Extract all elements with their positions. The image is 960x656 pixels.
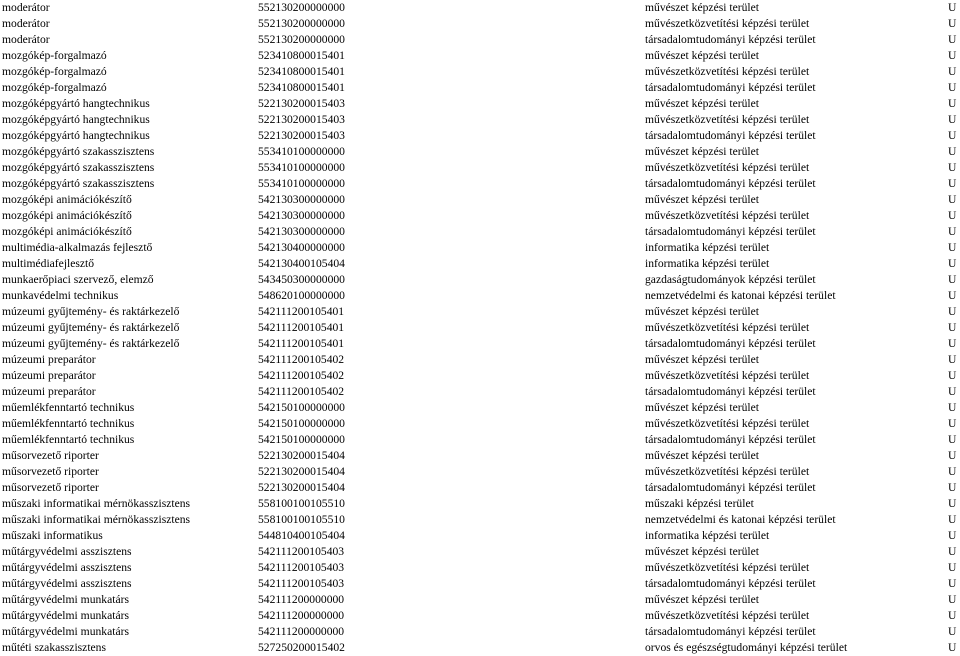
qualification-name-cell: műtárgyvédelmi munkatárs: [2, 625, 129, 638]
qualification-code-cell: 523410800015401: [258, 49, 345, 62]
qualification-code-cell: 558100100105510: [258, 497, 345, 510]
status-flag-cell: U: [948, 33, 957, 46]
training-area-cell: művészetközvetítési képzési terület: [645, 561, 810, 574]
qualification-code-cell: 552130200000000: [258, 33, 345, 46]
table-row: [0, 432, 960, 448]
status-flag-cell: U: [948, 385, 957, 398]
status-flag-cell: U: [948, 241, 957, 254]
qualification-code-cell: 522130200015403: [258, 97, 345, 110]
table-row: [0, 384, 960, 400]
qualification-name-cell: moderátor: [2, 1, 50, 14]
qualification-name-cell: műemlékfenntartó technikus: [2, 401, 135, 414]
qualification-code-cell: 523410800015401: [258, 81, 345, 94]
training-area-cell: informatika képzési terület: [645, 529, 770, 542]
qualification-name-cell: műszaki informatikus: [2, 529, 103, 542]
training-area-cell: művészetközvetítési képzési terület: [645, 161, 810, 174]
status-flag-cell: U: [948, 449, 957, 462]
training-area-cell: informatika képzési terület: [645, 241, 770, 254]
training-area-cell: művészet képzési terület: [645, 353, 759, 366]
training-area-cell: társadalomtudományi képzési terület: [645, 577, 816, 590]
training-area-cell: művészetközvetítési képzési terület: [645, 65, 810, 78]
status-flag-cell: U: [948, 625, 957, 638]
status-flag-cell: U: [948, 1, 957, 14]
table-row: [0, 320, 960, 336]
status-flag-cell: U: [948, 49, 957, 62]
status-flag-cell: U: [948, 161, 957, 174]
training-area-cell: művészet képzési terület: [645, 49, 759, 62]
training-area-cell: nemzetvédelmi és katonai képzési terület: [645, 513, 836, 526]
status-flag-cell: U: [948, 129, 957, 142]
status-flag-cell: U: [948, 193, 957, 206]
qualification-code-cell: 542111200105401: [258, 305, 345, 318]
qualification-name-cell: moderátor: [2, 33, 50, 46]
training-area-cell: társadalomtudományi képzési terület: [645, 129, 816, 142]
table-row: [0, 16, 960, 32]
status-flag-cell: U: [948, 433, 957, 446]
table-row: [0, 592, 960, 608]
qualification-name-cell: mozgókép-forgalmazó: [2, 49, 107, 62]
status-flag-cell: U: [948, 177, 957, 190]
table-row: [0, 336, 960, 352]
training-area-cell: művészet képzési terület: [645, 145, 759, 158]
qualification-name-cell: mozgókép-forgalmazó: [2, 65, 107, 78]
training-area-cell: művészetközvetítési képzési terület: [645, 417, 810, 430]
status-flag-cell: U: [948, 321, 957, 334]
table-row: [0, 496, 960, 512]
table-row: [0, 480, 960, 496]
training-area-cell: művészet képzési terület: [645, 97, 759, 110]
status-flag-cell: U: [948, 561, 957, 574]
table-row: [0, 512, 960, 528]
table-row: [0, 640, 960, 656]
training-area-cell: informatika képzési terület: [645, 257, 770, 270]
qualification-name-cell: műtéti szakasszisztens: [2, 641, 106, 654]
qualification-name-cell: műsorvezető riporter: [2, 465, 99, 478]
table-row: [0, 0, 960, 16]
qualification-name-cell: műsorvezető riporter: [2, 481, 99, 494]
qualification-name-cell: mozgóképgyártó szakasszisztens: [2, 177, 155, 190]
table-row: [0, 288, 960, 304]
qualification-code-cell: 553410100000000: [258, 145, 345, 158]
training-area-cell: nemzetvédelmi és katonai képzési terület: [645, 289, 836, 302]
training-area-cell: társadalomtudományi képzési terület: [645, 625, 816, 638]
qualification-code-cell: 542111200105402: [258, 353, 345, 366]
table-row: [0, 272, 960, 288]
qualification-name-cell: műtárgyvédelmi asszisztens: [2, 545, 132, 558]
qualification-name-cell: műtárgyvédelmi asszisztens: [2, 577, 132, 590]
qualification-code-cell: 522130200015403: [258, 129, 345, 142]
table-row: [0, 352, 960, 368]
qualification-code-cell: 543450300000000: [258, 273, 345, 286]
qualification-name-cell: múzeumi preparátor: [2, 385, 96, 398]
qualification-name-cell: mozgóképgyártó hangtechnikus: [2, 97, 150, 110]
qualification-code-cell: 558100100105510: [258, 513, 345, 526]
qualification-code-cell: 542130300000000: [258, 209, 345, 222]
status-flag-cell: U: [948, 209, 957, 222]
qualification-name-cell: műtárgyvédelmi munkatárs: [2, 609, 129, 622]
status-flag-cell: U: [948, 577, 957, 590]
training-area-cell: társadalomtudományi képzési terület: [645, 33, 816, 46]
status-flag-cell: U: [948, 273, 957, 286]
table-row: [0, 400, 960, 416]
qualification-name-cell: mozgóképi animációkészítő: [2, 193, 132, 206]
status-flag-cell: U: [948, 353, 957, 366]
table-row: [0, 240, 960, 256]
training-area-cell: művészetközvetítési képzési terület: [645, 113, 810, 126]
table-row: [0, 624, 960, 640]
table-row: [0, 448, 960, 464]
qualification-name-cell: műszaki informatikai mérnökasszisztens: [2, 497, 191, 510]
qualification-name-cell: múzeumi gyűjtemény- és raktárkezelő: [2, 337, 180, 350]
table-row: [0, 32, 960, 48]
qualification-name-cell: mozgóképi animációkészítő: [2, 225, 132, 238]
qualification-code-cell: 542111200105401: [258, 321, 345, 334]
qualification-name-cell: mozgóképgyártó hangtechnikus: [2, 129, 150, 142]
qualification-name-cell: műtárgyvédelmi asszisztens: [2, 561, 132, 574]
qualification-code-cell: 542150100000000: [258, 401, 345, 414]
qualification-code-cell: 522130200015404: [258, 449, 345, 462]
table-row: [0, 256, 960, 272]
status-flag-cell: U: [948, 305, 957, 318]
qualification-name-cell: múzeumi preparátor: [2, 353, 96, 366]
training-area-cell: orvos és egészségtudományi képzési terület: [645, 641, 848, 654]
qualification-code-cell: 542111200105403: [258, 561, 345, 574]
status-flag-cell: U: [948, 481, 957, 494]
training-area-cell: műszaki képzési terület: [645, 497, 754, 510]
training-area-cell: társadalomtudományi képzési terület: [645, 385, 816, 398]
qualification-name-cell: munkaerőpiaci szervező, elemző: [2, 273, 154, 286]
training-area-cell: művészetközvetítési képzési terület: [645, 209, 810, 222]
training-area-cell: művészet képzési terület: [645, 1, 759, 14]
training-area-cell: művészet képzési terület: [645, 305, 759, 318]
qualification-name-cell: mozgóképi animációkészítő: [2, 209, 132, 222]
status-flag-cell: U: [948, 417, 957, 430]
table-row: [0, 208, 960, 224]
training-area-cell: művészetközvetítési képzési terület: [645, 17, 810, 30]
status-flag-cell: U: [948, 337, 957, 350]
training-area-cell: művészet képzési terület: [645, 401, 759, 414]
qualification-name-cell: multimédiafejlesztő: [2, 257, 95, 270]
qualification-code-cell: 542130400000000: [258, 241, 345, 254]
qualification-code-cell: 522130200015403: [258, 113, 345, 126]
qualification-code-cell: 542111200105403: [258, 545, 345, 558]
qualification-code-cell: 548620100000000: [258, 289, 345, 302]
status-flag-cell: U: [948, 401, 957, 414]
qualification-name-cell: műszaki informatikai mérnökasszisztens: [2, 513, 191, 526]
table-row: [0, 144, 960, 160]
qualification-code-cell: 522130200015404: [258, 465, 345, 478]
table-row: [0, 224, 960, 240]
qualification-name-cell: munkavédelmi technikus: [2, 289, 119, 302]
table-row: [0, 576, 960, 592]
qualification-name-cell: moderátor: [2, 17, 50, 30]
status-flag-cell: U: [948, 257, 957, 270]
status-flag-cell: U: [948, 225, 957, 238]
qualification-name-cell: mozgóképgyártó szakasszisztens: [2, 161, 155, 174]
qualification-code-cell: 542130300000000: [258, 225, 345, 238]
training-area-cell: gazdaságtudományok képzési terület: [645, 273, 816, 286]
status-flag-cell: U: [948, 369, 957, 382]
status-flag-cell: U: [948, 497, 957, 510]
qualification-code-cell: 542130400105404: [258, 257, 345, 270]
status-flag-cell: U: [948, 65, 957, 78]
status-flag-cell: U: [948, 17, 957, 30]
training-area-cell: társadalomtudományi képzési terület: [645, 337, 816, 350]
table-row: [0, 464, 960, 480]
table-row: [0, 176, 960, 192]
qualification-code-cell: 542111200105401: [258, 337, 345, 350]
qualification-code-cell: 542111200000000: [258, 625, 345, 638]
qualification-code-cell: 542111200105403: [258, 577, 345, 590]
table-row: [0, 560, 960, 576]
qualification-code-cell: 552130200000000: [258, 17, 345, 30]
table-row: [0, 112, 960, 128]
qualification-name-cell: múzeumi gyűjtemény- és raktárkezelő: [2, 321, 180, 334]
qualification-name-cell: műemlékfenntartó technikus: [2, 433, 135, 446]
status-flag-cell: U: [948, 513, 957, 526]
status-flag-cell: U: [948, 81, 957, 94]
table-row: [0, 48, 960, 64]
training-area-cell: művészet képzési terület: [645, 593, 759, 606]
qualification-code-cell: 542111200105402: [258, 369, 345, 382]
table-row: [0, 368, 960, 384]
qualification-code-cell: 542150100000000: [258, 433, 345, 446]
status-flag-cell: U: [948, 113, 957, 126]
training-area-cell: művészet képzési terület: [645, 545, 759, 558]
qualification-name-cell: műsorvezető riporter: [2, 449, 99, 462]
status-flag-cell: U: [948, 593, 957, 606]
qualification-name-cell: műemlékfenntartó technikus: [2, 417, 135, 430]
qualification-name-cell: mozgókép-forgalmazó: [2, 81, 107, 94]
training-area-cell: társadalomtudományi képzési terület: [645, 433, 816, 446]
status-flag-cell: U: [948, 641, 957, 654]
table-row: [0, 528, 960, 544]
qualification-code-cell: 523410800015401: [258, 65, 345, 78]
status-flag-cell: U: [948, 465, 957, 478]
qualification-code-cell: 527250200015402: [258, 641, 345, 654]
status-flag-cell: U: [948, 145, 957, 158]
status-flag-cell: U: [948, 97, 957, 110]
qualification-code-cell: 542150100000000: [258, 417, 345, 430]
training-area-cell: társadalomtudományi képzési terület: [645, 481, 816, 494]
qualification-code-cell: 553410100000000: [258, 177, 345, 190]
training-area-cell: művészet képzési terület: [645, 193, 759, 206]
qualification-code-cell: 542111200000000: [258, 609, 345, 622]
qualification-name-cell: műtárgyvédelmi munkatárs: [2, 593, 129, 606]
training-area-cell: művészetközvetítési képzési terület: [645, 465, 810, 478]
table-row: [0, 304, 960, 320]
qualification-code-cell: 522130200015404: [258, 481, 345, 494]
status-flag-cell: U: [948, 609, 957, 622]
qualification-code-cell: 542111200105402: [258, 385, 345, 398]
qualification-code-cell: 552130200000000: [258, 1, 345, 14]
qualification-code-cell: 542111200000000: [258, 593, 345, 606]
training-area-cell: művészetközvetítési képzési terület: [645, 369, 810, 382]
status-flag-cell: U: [948, 289, 957, 302]
training-area-cell: művészetközvetítési képzési terület: [645, 321, 810, 334]
training-area-cell: művészet képzési terület: [645, 449, 759, 462]
training-area-cell: társadalomtudományi képzési terület: [645, 81, 816, 94]
qualification-name-cell: multimédia-alkalmazás fejlesztő: [2, 241, 153, 254]
table-row: [0, 192, 960, 208]
qualification-name-cell: mozgóképgyártó hangtechnikus: [2, 113, 150, 126]
table-row: [0, 80, 960, 96]
qualification-name-cell: múzeumi gyűjtemény- és raktárkezelő: [2, 305, 180, 318]
status-flag-cell: U: [948, 529, 957, 542]
qualification-code-cell: 544810400105404: [258, 529, 345, 542]
qualification-code-cell: 553410100000000: [258, 161, 345, 174]
training-area-cell: művészetközvetítési képzési terület: [645, 609, 810, 622]
training-area-cell: társadalomtudományi képzési terület: [645, 177, 816, 190]
table-row: [0, 160, 960, 176]
table-row: [0, 416, 960, 432]
qualification-code-cell: 542130300000000: [258, 193, 345, 206]
table-row: [0, 64, 960, 80]
qualification-name-cell: múzeumi preparátor: [2, 369, 96, 382]
table-row: [0, 544, 960, 560]
table-row: [0, 96, 960, 112]
table-row: [0, 128, 960, 144]
training-area-cell: társadalomtudományi képzési terület: [645, 225, 816, 238]
status-flag-cell: U: [948, 545, 957, 558]
qualification-name-cell: mozgóképgyártó szakasszisztens: [2, 145, 155, 158]
table-row: [0, 608, 960, 624]
